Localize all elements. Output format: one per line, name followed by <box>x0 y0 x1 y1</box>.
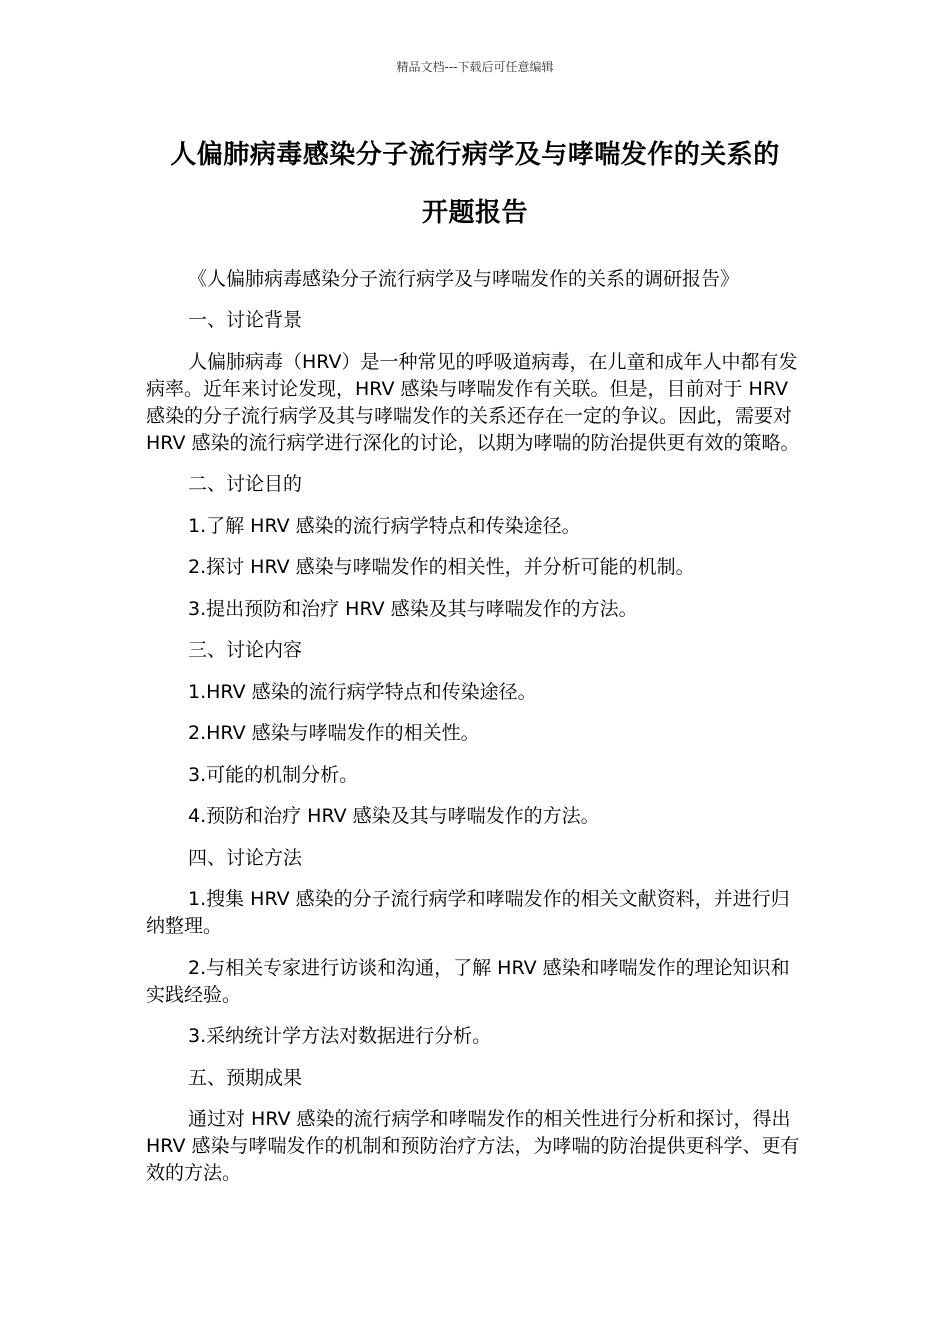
list-item: 2.探讨 HRV 感染与哮喘发作的相关性，并分析可能的机制。 <box>188 556 695 578</box>
list-item: 1.了解 HRV 感染的流行病学特点和传染途径。 <box>188 514 581 537</box>
list-item: 1.搜集 HRV 感染的分子流行病学和哮喘发作的相关文献资料，并进行归纳整理。 <box>146 888 790 937</box>
list-item: 2.HRV 感染与哮喘发作的相关性。 <box>188 722 480 744</box>
title-line-1: 人偏肺病毒感染分子流行病学及与哮喘发作的关系的 <box>170 140 780 170</box>
list-item: 3.采纳统计学方法对数据进行分析。 <box>188 1025 492 1047</box>
section-heading-results: 五、预期成果 <box>188 1066 303 1089</box>
section-heading-methods: 四、讨论方法 <box>188 846 303 869</box>
section-heading-content: 三、讨论内容 <box>188 639 303 661</box>
section-heading-objectives: 二、讨论目的 <box>188 473 303 495</box>
paragraph-results: 通过对 HRV 感染的流行病学和哮喘发作的相关性进行分析和探讨，得出 HRV 感染与哮喘发作的机制和预防治疗方法，为哮喘的防治提供更科学、更有效的方法。 <box>146 1108 800 1184</box>
list-item: 3.提出预防和治疗 HRV 感染及其与哮喘发作的方法。 <box>188 597 638 620</box>
list-item: 1.HRV 感染的流行病学特点和传染途径。 <box>188 680 537 703</box>
page-header: 精品文档---下载后可任意编辑 <box>396 60 554 74</box>
list-item: 3.可能的机制分析。 <box>188 763 359 786</box>
section-heading-background: 一、讨论背景 <box>188 309 303 331</box>
report-subtitle: 《人偏肺病毒感染分子流行病学及与哮喘发作的关系的调研报告》 <box>188 268 740 290</box>
title-line-2: 开题报告 <box>421 198 528 228</box>
list-item: 4.预防和治疗 HRV 感染及其与哮喘发作的方法。 <box>188 805 600 827</box>
paragraph-background: 人偏肺病毒（HRV）是一种常见的呼吸道病毒，在儿童和成年人中都有发病率。近年来讨论发现，HRV 感染与哮喘发作有关联。但是，目前对于 HRV 感染的分子流行病学及其与哮喘发作的关系还存在一定的争议。因此，需要对 HRV 感染的流行病学进行深化的讨论，以期为哮喘的防治提供更有效的策略。 <box>146 350 800 454</box>
document-body <box>146 266 806 1202</box>
list-item: 2.与相关专家进行访谈和沟通，了解 HRV 感染和哮喘发作的理论知识和实践经验。 <box>146 956 790 1006</box>
document-title <box>140 126 810 242</box>
